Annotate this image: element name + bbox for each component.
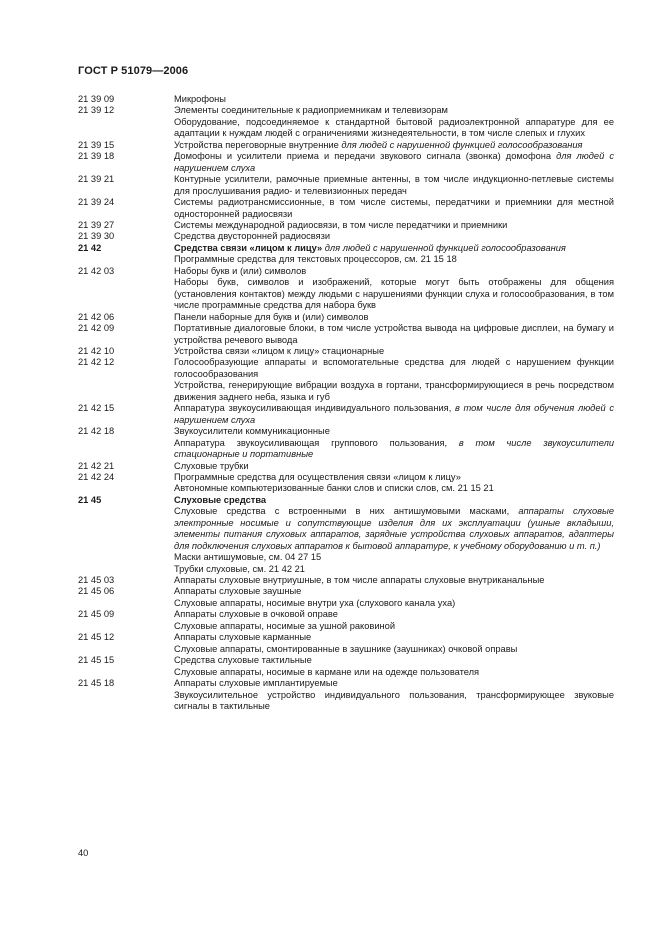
entry-text — [174, 174, 614, 197]
entry-code: 21 39 27 — [78, 219, 115, 230]
entry-row — [78, 678, 614, 689]
entry-text — [174, 495, 614, 506]
entry-row — [78, 277, 614, 311]
entry-text — [174, 598, 614, 609]
entry-code — [78, 506, 174, 552]
entry-row — [78, 105, 614, 116]
entry-text — [174, 117, 614, 140]
entry-row — [78, 552, 614, 563]
entry-text-main: Аппаратура звукоусиливающая индивидуального пользования, — [174, 403, 455, 414]
entry-row — [78, 426, 614, 437]
entry-row — [78, 655, 614, 666]
entry-text-main: Устройства связи «лицом к лицу» стационарные — [174, 345, 385, 356]
entry-text — [174, 254, 614, 265]
entry-text-main: Слуховые аппараты, носимые за ушной раковиной — [174, 620, 396, 631]
entry-text-main: Слуховые аппараты, носимые внутри уха (слухового канала уха) — [174, 597, 456, 608]
entry-text — [174, 380, 614, 403]
entry-text — [174, 621, 614, 632]
entry-text-italic: в том числе для обучения людей с нарушением слуха — [174, 403, 614, 425]
entry-text-main: Микрофоны — [174, 94, 226, 104]
entry-text-main: Аппараты слуховые внутриушные, в том числе аппараты слуховые внутриканальные — [174, 575, 545, 586]
entry-row — [78, 357, 614, 380]
entry-text — [174, 690, 614, 713]
entry-row — [78, 323, 614, 346]
entry-code — [78, 277, 174, 311]
entry-code — [78, 254, 174, 265]
entry-code — [78, 117, 174, 140]
entry-text-main: Аппараты слуховые карманные — [174, 632, 312, 643]
entry-code: 21 42 06 — [78, 311, 115, 322]
entry-text-main: Аппараты слуховые заушные — [174, 586, 302, 597]
entry-row — [78, 438, 614, 461]
entry-text — [174, 575, 614, 586]
entry-text — [174, 483, 614, 494]
entry-text-italic: аппараты слуховые электронные носимые и сопутствующие изделия для их эксплуатации (ушные вкладыши, элементы питания слуховых аппаратов, зарядные устройства слуховых аппаратов, адаптеры для подключения слуховых аппаратов к бытовой аппаратуре, к учебному оборудованию и т. п.) — [174, 506, 614, 551]
entry-text — [174, 632, 614, 643]
entry-code — [78, 380, 174, 403]
entry-code — [78, 667, 174, 678]
entry-row — [78, 483, 614, 494]
entry-code: 21 45 15 — [78, 655, 115, 666]
entry-text-main: Наборы букв и (или) символов — [174, 265, 307, 276]
entry-row — [78, 346, 614, 357]
entry-row — [78, 598, 614, 609]
entry-text — [174, 140, 614, 151]
entry-row — [78, 575, 614, 586]
entry-text-main: Элементы соединительные к радиоприемникам и телевизорам — [174, 105, 448, 116]
entry-code — [78, 690, 174, 713]
entry-code: 21 45 06 — [78, 586, 115, 597]
entry-text-main: Средства двусторонней радиосвязи — [174, 231, 331, 242]
entry-row — [78, 94, 614, 105]
entry-text-italic: в том числе звукоусилители стационарные и портативные — [174, 437, 614, 460]
entry-code: 21 39 30 — [78, 231, 115, 242]
entry-code: 21 45 18 — [78, 678, 115, 689]
page-number: 40 — [78, 848, 89, 858]
entry-code: 21 39 15 — [78, 139, 115, 150]
entry-row — [78, 254, 614, 265]
entry-code — [78, 483, 174, 494]
entry-text — [174, 655, 614, 666]
entry-text-main: Домофоны и усилители приема и передачи звукового сигнала (звонка) домофона — [174, 151, 557, 162]
entry-row — [78, 117, 614, 140]
entry-text — [174, 277, 614, 311]
entry-text — [174, 266, 614, 277]
entry-row — [78, 231, 614, 242]
entry-code: 21 42 15 — [78, 403, 115, 414]
entry-code: 21 45 03 — [78, 575, 115, 586]
entry-code — [78, 621, 174, 632]
entry-text-main: Программные средства для осуществления связи «лицом к лицу» — [174, 471, 461, 482]
entry-code: 21 42 09 — [78, 323, 115, 334]
entry-text-main: Системы радиотрансмиссионные, в том числе системы, передатчики и приемники для местной односторонней радиосвязи — [174, 197, 614, 219]
entry-code: 21 39 18 — [78, 151, 115, 162]
entry-row — [78, 495, 614, 506]
entry-text — [174, 403, 614, 426]
entry-text-main: Аппараты слуховые в очковой оправе — [174, 609, 338, 620]
entry-text-main: Контурные усилители, рамочные приемные антенны, в том числе индукционно-петлевые системы для прослушивания радио- и телевизионных передач — [174, 174, 614, 196]
entry-text-main: Средства слуховые тактильные — [174, 655, 312, 666]
entry-row — [78, 586, 614, 597]
entry-code: 21 39 21 — [78, 174, 115, 185]
entry-row — [78, 151, 614, 174]
entry-text-main: Устройства переговорные внутренние — [174, 139, 342, 150]
entry-row — [78, 312, 614, 323]
document-header: ГОСТ Р 51079—2006 — [78, 65, 189, 77]
entry-text-main: Звукоусилительное устройство индивидуального пользования, трансформирующее звуковые сигналы в тактильные — [174, 689, 614, 712]
entry-row — [78, 632, 614, 643]
entry-row — [78, 690, 614, 713]
entry-text-main: Оборудование, подсоединяемое к стандартной бытовой радиоэлектронной аппаратуре для ее адаптации к нуждам людей с ограничениями жизнедеятельности, в том числе слепых и глухих — [174, 116, 614, 139]
entry-text-main: Слуховые средства с встроенными в них антишумовыми масками, — [174, 506, 519, 517]
entry-text-main: Слуховые трубки — [174, 460, 249, 471]
entry-row — [78, 197, 614, 220]
entry-code: 21 42 12 — [78, 357, 115, 368]
entry-row — [78, 140, 614, 151]
entry-row — [78, 644, 614, 655]
entry-text — [174, 609, 614, 620]
entry-text-italic: для людей с нарушением слуха — [174, 151, 614, 173]
entry-row — [78, 621, 614, 632]
entry-code — [78, 438, 174, 461]
entry-text-main: Аппаратура звукоусиливающая группового пользования, — [174, 437, 459, 448]
entry-text-main: Устройства, генерирующие вибрации воздуха в гортани, трансформирующиеся в речь посредством движения заднего неба, языка и губ — [174, 380, 614, 402]
entry-text-main: Портативные диалоговые блоки, в том числе устройства вывода на цифровые дисплеи, на бумагу и устройства речевого вывода — [174, 323, 614, 345]
entry-code: 21 39 09 — [78, 94, 115, 104]
entry-row — [78, 461, 614, 472]
entry-text — [174, 586, 614, 597]
entry-text — [174, 438, 614, 461]
entry-row — [78, 380, 614, 403]
entry-text — [174, 151, 614, 174]
entry-text — [174, 197, 614, 220]
entry-row — [78, 266, 614, 277]
entry-text — [174, 346, 614, 357]
entry-text-main: Наборы букв, символов и изображений, которые могут быть отображены для общения (установления контактов) между людьми с нарушениями функции слуха и голосообразования, в том числе программные средства для набора букв — [174, 277, 614, 311]
entry-text — [174, 644, 614, 655]
entry-text-italic: для людей с нарушенной функцией голосообразования — [324, 242, 566, 253]
entry-text-main: Маски антишумовые, см. 04 27 15 — [174, 552, 322, 563]
classification-list — [78, 94, 614, 712]
entry-text — [174, 357, 614, 380]
entry-row — [78, 243, 614, 254]
entry-text-main: Голосообразующие аппараты и вспомогательные средства для людей с нарушением функции голосообразования — [174, 357, 614, 379]
entry-code: 21 42 21 — [78, 460, 115, 471]
entry-text — [174, 312, 614, 323]
entry-text-main: Панели наборные для букв и (или) символов — [174, 311, 369, 322]
entry-code: 21 42 10 — [78, 345, 115, 356]
entry-text — [174, 243, 614, 254]
entry-text — [174, 426, 614, 437]
entry-text — [174, 323, 614, 346]
entry-code — [78, 598, 174, 609]
entry-text — [174, 105, 614, 116]
entry-text — [174, 678, 614, 689]
entry-code: 21 42 18 — [78, 426, 115, 437]
entry-row — [78, 564, 614, 575]
entry-row — [78, 174, 614, 197]
entry-text-main: Слуховые средства — [174, 494, 267, 505]
entry-code — [78, 564, 174, 575]
entry-row — [78, 472, 614, 483]
entry-row — [78, 609, 614, 620]
entry-text — [174, 94, 614, 105]
entry-text-main: Системы международной радиосвязи, в том числе передатчики и приемники — [174, 219, 508, 230]
entry-text-main: Программные средства для текстовых процессоров, см. 21 15 18 — [174, 254, 457, 265]
entry-code: 21 39 12 — [78, 105, 115, 116]
entry-code: 21 45 — [78, 494, 102, 505]
entry-code — [78, 644, 174, 655]
entry-text-main: Слуховые аппараты, смонтированные в заушнике (заушниках) очковой оправы — [174, 643, 518, 654]
entry-text-main: Слуховые аппараты, носимые в кармане или на одежде пользователя — [174, 666, 480, 677]
entry-text-main: Трубки слуховые, см. 21 42 21 — [174, 563, 305, 574]
entry-code: 21 42 — [78, 242, 102, 253]
entry-text — [174, 667, 614, 678]
entry-text — [174, 231, 614, 242]
entry-row — [78, 403, 614, 426]
entry-text-main: Автономные компьютеризованные банки слов и списки слов, см. 21 15 21 — [174, 483, 494, 494]
entry-text-main: Аппараты слуховые имплантируемые — [174, 678, 338, 689]
entry-text — [174, 461, 614, 472]
entry-code: 21 42 03 — [78, 265, 115, 276]
entry-code: 21 45 12 — [78, 632, 115, 643]
entry-row — [78, 667, 614, 678]
entry-code: 21 45 09 — [78, 609, 115, 620]
entry-row — [78, 220, 614, 231]
entry-row — [78, 506, 614, 552]
entry-text — [174, 220, 614, 231]
entry-text — [174, 506, 614, 552]
entry-text — [174, 564, 614, 575]
entry-text — [174, 552, 614, 563]
entry-text-main: Средства связи «лицом к лицу» — [174, 242, 325, 253]
entry-text-italic: для людей с нарушенной функцией голосообразования — [341, 139, 583, 150]
entry-text — [174, 472, 614, 483]
entry-code — [78, 552, 174, 563]
entry-text-main: Звукоусилители коммуникационные — [174, 426, 330, 437]
entry-code: 21 39 24 — [78, 197, 115, 208]
entry-code: 21 42 24 — [78, 471, 115, 482]
